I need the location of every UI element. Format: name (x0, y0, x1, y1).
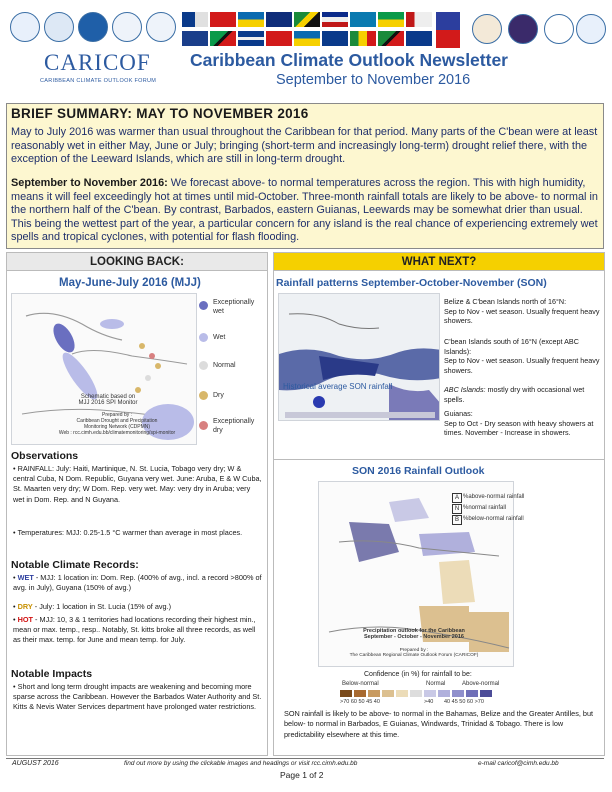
summary-paragraph-1: May to July 2016 was warmer than usual throughout the Caribbean for that period. Many parts of the C'bean were at least reasonably wet in either May, June or July; bringing (short-term and increasingly long-term) drought relief there, with the exception of the Leeward Islands, which are still in long-term drought. (11, 126, 598, 166)
son-note-guianas (444, 409, 600, 438)
bcc-logo-icon[interactable] (576, 14, 606, 44)
member-flags (182, 10, 430, 50)
flag-icon (266, 31, 292, 46)
footer-email-link[interactable]: e-mail caricof@cimh.edu.bb (478, 760, 559, 767)
flag-icon (350, 12, 376, 27)
son-note-abc-title: ABC Islands: (444, 385, 486, 394)
legend-normal-icon (199, 361, 208, 370)
flag-icon (322, 12, 348, 27)
key-n-box: N (452, 504, 462, 514)
scale-normal-tick: >40 (424, 699, 434, 705)
wmo-logo-icon[interactable] (112, 12, 142, 42)
flag-icon (210, 12, 236, 27)
observations-heading: Observations (11, 450, 79, 462)
footer-more-info-link[interactable]: find out more by using the clickable images and headings or visit rcc.cimh.edu.bb (124, 760, 358, 767)
footer-divider (6, 758, 604, 759)
cimh-logo-icon[interactable] (10, 12, 40, 42)
flag-icon (378, 12, 404, 27)
key-b-box: B (452, 515, 462, 525)
partner-logos-right (436, 10, 606, 50)
scale-swatch (410, 690, 422, 697)
record-wet-text: - MJJ: 1 location in: Dom. Rep. (400% of avg., incl. a record >800% of avg. in July), Guyana (150% of avg.) (13, 573, 262, 593)
newsletter-title: Caribbean Climate Outlook Newsletter (190, 50, 508, 70)
flag-icon (378, 31, 404, 46)
record-wet: • WET - MJJ: 1 location in: Dom. Rep. (400% of avg., incl. a record >800% of avg. in July), Guyana (150% of avg.) (13, 573, 262, 593)
flag-icon (182, 31, 208, 46)
brief-summary-box (6, 103, 604, 249)
scale-swatch (368, 690, 380, 697)
key-a-label: %above-normal rainfall (463, 494, 525, 500)
son-note-north-body: Sep to Nov - wet season. Usually frequent heavy showers. (444, 306, 600, 326)
legend-exceptionally-wet-label: Exceptionally wet (213, 299, 255, 315)
page-number: Page 1 of 2 (280, 770, 324, 780)
legend-wet-icon (199, 333, 208, 342)
scale-swatch (452, 690, 464, 697)
son-note-guianas-title: Guianas: (444, 409, 473, 418)
record-hot: • HOT - MJJ: 10, 3 & 1 territories had locations recording their highest min., mean or max. temp., resp.. Notably, St. kitts broke all three records, as well as their max. temp. for June and mean temp. for July. (13, 615, 256, 645)
mjj-map-title[interactable]: May-June-July 2016 (MJJ) (59, 277, 201, 289)
flag-icon (266, 12, 292, 27)
record-dry: • DRY - July: 1 location in St. Lucia (15% of avg.) (13, 602, 172, 611)
flag-icon (210, 31, 236, 46)
divider (274, 459, 604, 460)
confidence-scale-title: Confidence (in %) for rainfall to be: (364, 671, 472, 678)
legend-dry-label: Dry (213, 392, 224, 399)
record-dry-text: - July: 1 location in St. Lucia (15% of avg.) (32, 602, 172, 611)
flag-icon (350, 31, 376, 46)
scale-above-ticks: 40 45 50 60 >70 (444, 699, 484, 705)
son-note-north (444, 297, 600, 326)
son-historical-label: Historical average SON rainfall (283, 382, 393, 391)
legend-exceptionally-dry-icon (199, 421, 208, 430)
record-hot-text: - MJJ: 10, 3 & 1 territories had locations recording their highest min., mean or max. temp., resp.. Notably, St. kitts broke all three records, as well as their max. temp. for June and mean temp. for July. (13, 615, 256, 645)
scale-swatch (396, 690, 408, 697)
caricom-logo-icon[interactable] (508, 14, 538, 44)
flag-icon (406, 31, 432, 46)
rainfall-map-icon (279, 294, 440, 421)
son-note-abc-body: mostly dry with occasional wet spells. (444, 385, 585, 404)
summary-paragraph-2 (11, 177, 599, 245)
impacts-heading: Notable Impacts (11, 668, 93, 680)
scale-swatch (354, 690, 366, 697)
footer-date: AUGUST 2016 (12, 760, 59, 767)
son-historical-map[interactable] (278, 293, 440, 421)
mjj-map-note: Schematic based on MJJ 2016 SPI Monitor (78, 394, 138, 406)
newsletter-subtitle: September to November 2016 (276, 72, 471, 88)
looking-back-heading[interactable]: LOOKING BACK: (7, 253, 267, 271)
scale-below-ticks: >70 60 50 45 40 (340, 699, 380, 705)
flag-icon (406, 12, 432, 27)
son-note-south-title: C'bean Islands south of 16°N (except ABC Islands): (444, 337, 579, 356)
what-next-heading[interactable]: WHAT NEXT? (274, 253, 604, 271)
son-patterns-title[interactable]: Rainfall patterns September-October-November (SON) (276, 277, 547, 289)
legend-exceptionally-dry-label: Exceptionally dry (213, 418, 255, 434)
usaid-logo-icon[interactable] (44, 12, 74, 42)
scale-swatch (382, 690, 394, 697)
summary-p2-lead: September to November 2016: (11, 177, 168, 189)
key-n-label: %normal rainfall (463, 505, 507, 511)
scale-swatch (438, 690, 450, 697)
legend-dry-icon (199, 391, 208, 400)
flag-icon (238, 31, 264, 46)
flag-icon (436, 12, 460, 48)
observations-rainfall: • RAINFALL: July: Haiti, Martinique, N. St. Lucia, Tobago very dry; W & central Cuba, N Dom. Republic, Guyana very wet. June: Aruba, E & W Cuba, St. Maarten very dry; W Dom. Rep. very wet. May: very dry in Aruba; very wet in Dom. Rep. and N Guyana. (13, 464, 262, 504)
scale-swatch (480, 690, 492, 697)
cdema-logo-icon[interactable] (472, 14, 502, 44)
son-outlook-title[interactable]: SON 2016 Rainfall Outlook (352, 465, 485, 477)
son-note-south-body: Sep to Nov - wet season. Usually frequent heavy showers. (444, 356, 600, 375)
son-note-guianas-body: Sep to Oct - Dry season with heavy showers at times. November - Increase in showers. (444, 418, 594, 438)
caricof-logo[interactable]: CARICOF (44, 50, 151, 75)
scale-below-label: Below-normal (342, 681, 379, 687)
caricof-logo-subtitle: CARIBBEAN CLIMATE OUTLOOK FORUM (40, 78, 157, 84)
flag-icon (182, 12, 208, 27)
scale-above-label: Above-normal (462, 681, 500, 687)
rcc-logo-icon[interactable] (146, 12, 176, 42)
scale-swatch (466, 690, 478, 697)
flag-icon (294, 12, 320, 27)
son-note-abc (444, 385, 600, 404)
impacts-text: • Short and long term drought impacts are weakening and becoming more sparse across the Caribbean. However the Barbados Water Authority and St. Kitts & Nevis Water Services department have prolonged water restrictions. (13, 682, 262, 712)
partner-logos-left (4, 10, 174, 52)
mjj-map-credit: Prepared by : Caribbean Drought and Precipitation Monitoring Network (CDPMN) Web : rcc.cimh.edu.bb/climatemonitoring/spi-monitor (58, 412, 176, 436)
mjj-spi-map[interactable] (11, 293, 197, 445)
climate-records-heading: Notable Climate Records: (11, 559, 139, 571)
looking-back-panel (6, 252, 268, 756)
record-hot-label: HOT (17, 615, 33, 624)
observations-temperatures: • Temperatures: MJJ: 0.25-1.5 °C warmer than average in most places. (13, 528, 243, 537)
scale-swatch (340, 690, 352, 697)
key-a-box: A (452, 493, 462, 503)
flag-icon (238, 12, 264, 27)
legend-exceptionally-wet-icon (199, 301, 208, 310)
outlook-text: SON rainfall is likely to be above- to normal in the Bahamas, Belize and the Greater Antilles, but below- to normal in Barbados, E Guianas, Windwards, Trinidad & Tobago. There is low predictability elsewhere at this time. (284, 709, 594, 739)
son-note-north-title: Belize & C'bean Islands north of 16°N: (444, 297, 567, 306)
scale-normal-label: Normal (426, 681, 446, 687)
son-note-south (444, 337, 600, 375)
what-next-panel (273, 252, 605, 756)
outlook-credit: Prepared by : The Caribbean Regional Climate Outlook Forum (CARICOF) (349, 648, 479, 658)
summary-p2-body: We forecast above- to normal temperatures across the region. This with high humidity, means it will feel exceedingly hot at times until mid-October. Three-month rainfall totals are likely to be above- to normal in the northern half of the C'bean. By contrast, Barbados, eastern Guianas, Leewards may be somewhat drier than usual. This being the wettest part of the year, a particular concern for any island is the real chance of experiencing extremely wet spells and tropical cyclones, with potential for flash flooding. (11, 177, 598, 244)
legend-normal-label: Normal (213, 362, 236, 369)
flag-icon (322, 31, 348, 46)
record-wet-label: WET (17, 573, 34, 582)
flag-icon (294, 31, 320, 46)
noaa-logo-icon[interactable] (78, 12, 108, 42)
iri-logo-icon[interactable] (544, 14, 574, 44)
outlook-caption: Precipitation outlook for the Caribbean September - October - November 2016 (363, 628, 465, 640)
scale-swatch (424, 690, 436, 697)
legend-wet-label: Wet (213, 334, 226, 341)
summary-heading: BRIEF SUMMARY: MAY TO NOVEMBER 2016 (11, 106, 309, 121)
key-b-label: %below-normal rainfall (463, 516, 524, 522)
record-dry-label: DRY (17, 602, 33, 611)
